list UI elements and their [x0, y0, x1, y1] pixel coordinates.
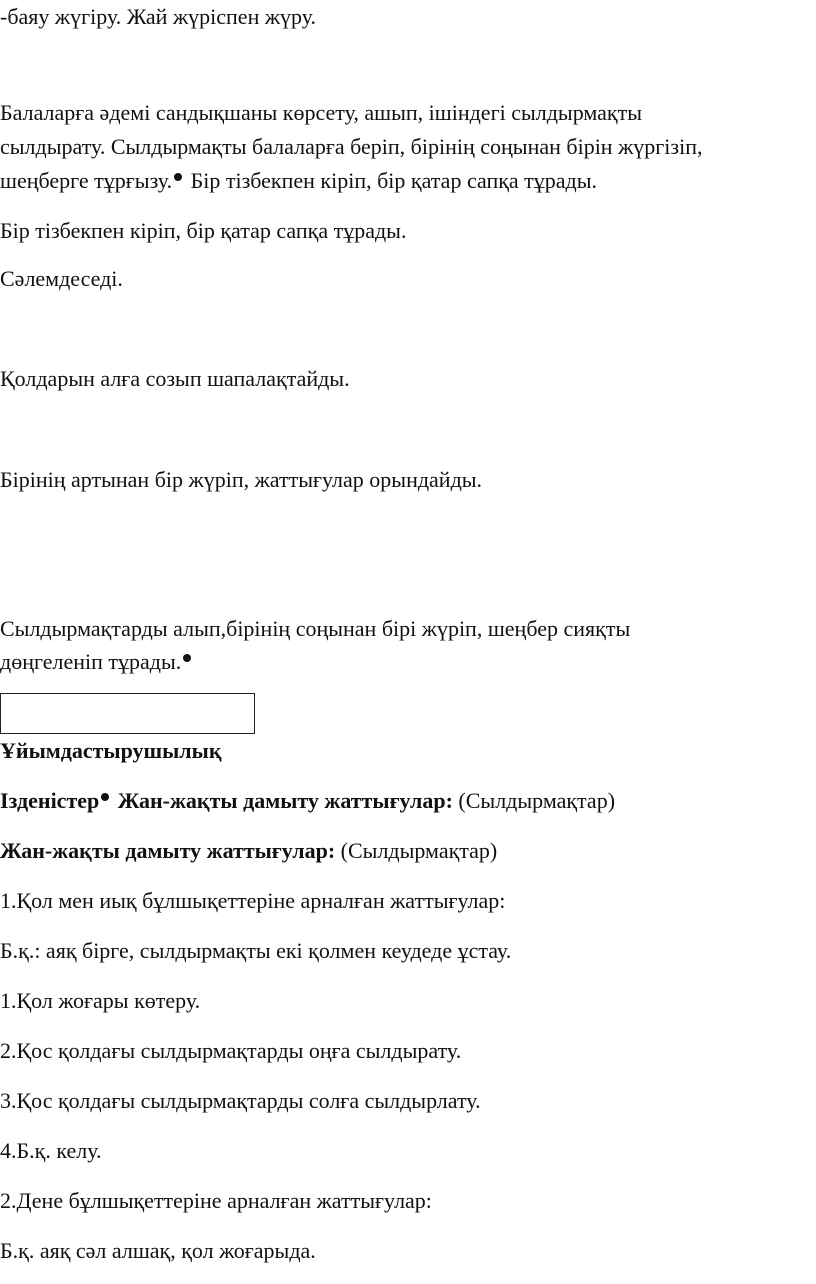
paragraph-line: Балаларға әдемі сандықшаны көрсету, ашып, ішіндегі сылдырмақты — [0, 100, 642, 125]
text-line-salem: Сәлемдеседі. — [0, 266, 123, 291]
bold-span: Ізденістер — [0, 788, 100, 813]
text-span: (Сылдырмақтар) — [452, 788, 616, 813]
bold-span: Жан-жақты дамыту жаттығулар: — [0, 838, 336, 863]
text-span: дөңгеленіп тұрады. — [0, 649, 182, 674]
list-item: 2.Дене бұлшықеттеріне арналған жаттығулар: — [0, 1188, 432, 1213]
bullet-icon — [183, 654, 191, 662]
bullet-icon — [101, 793, 109, 801]
list-item: Б.қ. аяқ сәл алшақ, қол жоғарыда. — [0, 1238, 316, 1263]
text-line-tizbek: Бір тізбекпен кіріп, бір қатар сапқа тұрады. — [0, 218, 407, 243]
paragraph-line: сылдырату. Сылдырмақты балаларға беріп, бірінің соңынан бірін жүргізіп, — [0, 134, 703, 159]
paragraph-line-with-bullet — [0, 164, 597, 198]
list-item: 4.Б.қ. келу. — [0, 1138, 102, 1163]
section-heading: Ұйымдастырушылық — [0, 738, 222, 763]
list-item: 1.Қол мен иық бұлшықеттеріне арналған жаттығулар: — [0, 888, 506, 913]
text-line-bayau: -баяу жүгіру. Жай жүріспен жүру. — [0, 4, 317, 29]
list-item: Б.қ.: аяқ бірге, сылдырмақты екі қолмен кеудеде ұстау. — [0, 938, 512, 963]
empty-table-cell — [0, 693, 255, 734]
text-span: шеңберге тұрғызу. — [0, 168, 173, 193]
zhan-zhaqty-line — [0, 834, 497, 868]
bullet-icon — [174, 173, 182, 181]
text-span: Бір тізбекпен кіріп, бір қатар сапқа тұрады. — [185, 168, 598, 193]
list-item: 2.Қос қолдағы сылдырмақтарды оңға сылдырату. — [0, 1038, 462, 1063]
bold-span: Жан-жақты дамыту жаттығулар: — [112, 788, 453, 813]
text-span: (Сылдырмақтар) — [335, 838, 498, 863]
list-item: 1.Қол жоғары көтеру. — [0, 988, 201, 1013]
list-item: 3.Қос қолдағы сылдырмақтарды солға сылдырлату. — [0, 1088, 481, 1113]
izdenister-line — [0, 784, 615, 818]
text-line-qoldaryn: Қолдарын алға созып шапалақтайды. — [0, 366, 350, 391]
paragraph-line: Сылдырмақтарды алып,бірінің соңынан бірі жүріп, шеңбер сияқты — [0, 616, 631, 641]
paragraph-line-with-bullet — [0, 645, 194, 679]
text-line-birinin: Бірінің артынан бір жүріп, жаттығулар орындайды. — [0, 467, 483, 492]
